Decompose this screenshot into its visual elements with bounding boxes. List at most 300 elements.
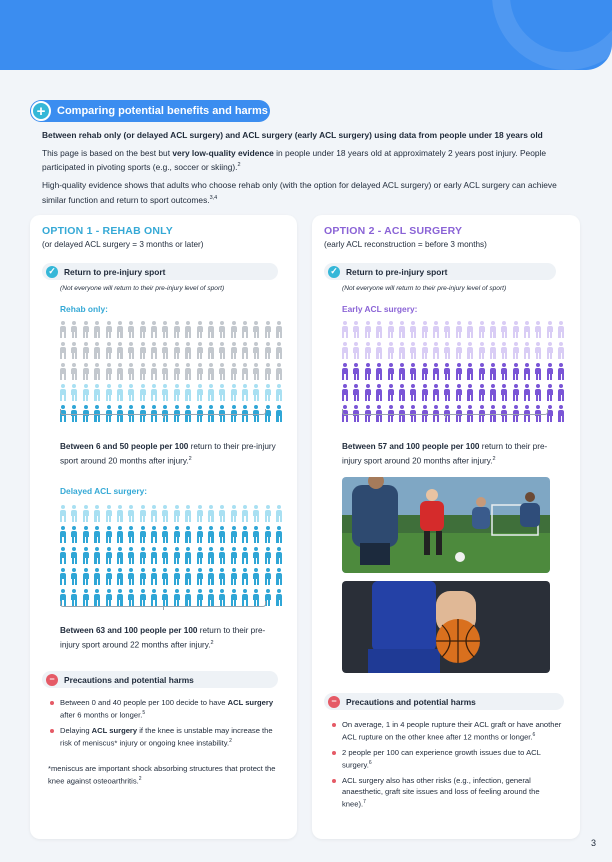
person-icon (206, 568, 216, 586)
person-icon (172, 568, 182, 586)
pictogram-bracket (60, 409, 266, 415)
person-icon (138, 384, 148, 402)
person-icon (206, 547, 216, 565)
person-icon (386, 363, 396, 381)
person-icon (92, 363, 102, 381)
person-icon (183, 505, 193, 523)
person-icon (397, 321, 407, 339)
person-icon (115, 363, 125, 381)
plus-icon: + (31, 101, 51, 121)
person-icon (126, 568, 136, 586)
person-icon (229, 505, 239, 523)
person-icon (499, 384, 509, 402)
person-icon (183, 526, 193, 544)
pictogram-row (58, 321, 286, 339)
person-icon (477, 384, 487, 402)
minus-icon: − (46, 674, 58, 686)
person-icon (183, 384, 193, 402)
pictogram-row (340, 321, 568, 339)
person-icon (104, 526, 114, 544)
person-icon (217, 321, 227, 339)
person-icon (183, 342, 193, 360)
person-icon (195, 384, 205, 402)
person-icon (454, 363, 464, 381)
person-icon (263, 505, 273, 523)
person-icon (138, 547, 148, 565)
person-icon (69, 363, 79, 381)
meniscus-footnote: *meniscus are important shock absorbing structures that protect the knee against osteoarthritis.$^2$ (48, 764, 276, 786)
person-icon (454, 342, 464, 360)
person-icon (92, 526, 102, 544)
person-icon (92, 321, 102, 339)
person-icon (126, 384, 136, 402)
person-icon (81, 384, 91, 402)
option-2-subtitle: (early ACL reconstruction = before 3 months) (324, 240, 487, 249)
person-icon (477, 342, 487, 360)
pictogram-row (58, 342, 286, 360)
person-icon (195, 547, 205, 565)
person-icon (499, 363, 509, 381)
person-icon (229, 547, 239, 565)
person-icon (240, 363, 250, 381)
person-icon (274, 363, 284, 381)
person-icon (149, 568, 159, 586)
person-icon (126, 505, 136, 523)
person-icon (522, 384, 532, 402)
person-icon (104, 505, 114, 523)
person-icon (126, 547, 136, 565)
person-icon (442, 342, 452, 360)
person-icon (374, 363, 384, 381)
person-icon (104, 547, 114, 565)
person-icon (251, 384, 261, 402)
person-icon (126, 363, 136, 381)
basketball-photo (342, 581, 550, 673)
person-icon (240, 526, 250, 544)
person-icon (160, 568, 170, 586)
section-title: Comparing potential benefits and harms (57, 105, 268, 117)
pictogram-bracket (60, 601, 266, 607)
page-number: 3 (590, 838, 596, 848)
person-icon (263, 547, 273, 565)
person-icon (488, 321, 498, 339)
person-icon (138, 526, 148, 544)
person-icon (522, 342, 532, 360)
pictogram-row (58, 384, 286, 402)
person-icon (431, 321, 441, 339)
person-icon (115, 384, 125, 402)
person-icon (160, 363, 170, 381)
pictogram-row (340, 363, 568, 381)
person-icon (274, 405, 284, 423)
person-icon (351, 321, 361, 339)
person-icon (217, 342, 227, 360)
person-icon (115, 505, 125, 523)
intro-paragraph-2: High-quality evidence shows that adults who choose rehab only (with the option for delayed ACL surgery) or early ACL surgery can achieve similar function and return to sport outcomes.$^{3,4}$ (42, 180, 557, 205)
person-icon (172, 363, 182, 381)
person-icon (340, 321, 350, 339)
person-icon (442, 384, 452, 402)
person-icon (386, 321, 396, 339)
person-icon (229, 384, 239, 402)
person-icon (58, 568, 68, 586)
person-icon (251, 505, 261, 523)
person-icon (183, 363, 193, 381)
person-icon (92, 342, 102, 360)
person-icon (172, 526, 182, 544)
person-icon (104, 363, 114, 381)
person-icon (465, 321, 475, 339)
person-icon (58, 505, 68, 523)
person-icon (556, 363, 566, 381)
person-icon (149, 342, 159, 360)
check-icon: ✓ (328, 266, 340, 278)
person-icon (195, 526, 205, 544)
person-icon (477, 321, 487, 339)
person-icon (92, 505, 102, 523)
person-icon (274, 321, 284, 339)
person-icon (160, 547, 170, 565)
list-item: Between 0 and 40 people per 100 decide to have ACL surgery after 6 months or longer.$^5$ (48, 697, 280, 721)
early-surgery-stat: Between 57 and 100 people per 100 return to their pre-injury sport around 20 months after injury.$^2$ (342, 442, 548, 466)
person-icon (511, 363, 521, 381)
person-icon (149, 505, 159, 523)
harms-pill: − Precautions and potential harms (324, 693, 564, 710)
person-icon (374, 342, 384, 360)
person-icon (251, 568, 261, 586)
person-icon (274, 526, 284, 544)
person-icon (69, 568, 79, 586)
person-icon (499, 321, 509, 339)
person-icon (138, 342, 148, 360)
delayed-surgery-pictogram (58, 505, 286, 610)
list-item: 2 people per 100 can experience growth issues due to ACL surgery.$^6$ (330, 747, 564, 771)
person-icon (522, 321, 532, 339)
person-icon (374, 384, 384, 402)
person-icon (115, 547, 125, 565)
option-2-card (312, 215, 580, 839)
person-icon (115, 321, 125, 339)
person-icon (149, 321, 159, 339)
return-to-sport-pill: ✓ Return to pre-injury sport (324, 263, 556, 280)
person-icon (104, 321, 114, 339)
person-icon (195, 321, 205, 339)
pictogram-row (58, 505, 286, 523)
person-icon (58, 363, 68, 381)
person-icon (69, 547, 79, 565)
person-icon (69, 526, 79, 544)
person-icon (126, 526, 136, 544)
person-icon (240, 321, 250, 339)
person-icon (58, 342, 68, 360)
person-icon (92, 568, 102, 586)
option-1-subtitle: (or delayed ACL surgery = 3 months or later) (42, 240, 204, 249)
person-icon (81, 321, 91, 339)
person-icon (206, 342, 216, 360)
check-icon: ✓ (46, 266, 58, 278)
person-icon (115, 342, 125, 360)
intro-text (42, 129, 582, 212)
early-surgery-label: Early ACL surgery: (342, 304, 418, 314)
person-icon (172, 384, 182, 402)
person-icon (229, 363, 239, 381)
person-icon (274, 384, 284, 402)
person-icon (183, 547, 193, 565)
person-icon (363, 342, 373, 360)
person-icon (58, 547, 68, 565)
delayed-surgery-stat: Between 63 and 100 people per 100 return to their pre-injury sport around 22 months after injury.$^2$ (60, 626, 266, 650)
person-icon (172, 342, 182, 360)
person-icon (251, 321, 261, 339)
delayed-surgery-label: Delayed ACL surgery: (60, 486, 148, 496)
person-icon (58, 321, 68, 339)
person-icon (533, 342, 543, 360)
person-icon (206, 321, 216, 339)
person-icon (229, 526, 239, 544)
person-icon (81, 505, 91, 523)
person-icon (149, 547, 159, 565)
person-icon (195, 568, 205, 586)
person-icon (274, 547, 284, 565)
person-icon (363, 321, 373, 339)
list-item: On average, 1 in 4 people rupture their ACL graft or have another ACL rupture on the other knee after 12 months or longer.$^6$ (330, 719, 564, 743)
person-icon (217, 505, 227, 523)
person-icon (206, 384, 216, 402)
person-icon (511, 342, 521, 360)
person-icon (195, 363, 205, 381)
person-icon (556, 342, 566, 360)
person-icon (274, 505, 284, 523)
person-icon (533, 321, 543, 339)
person-icon (465, 363, 475, 381)
pictogram-row (58, 547, 286, 565)
person-icon (217, 363, 227, 381)
person-icon (104, 568, 114, 586)
person-icon (351, 342, 361, 360)
pictogram-bracket (342, 409, 548, 415)
person-icon (397, 384, 407, 402)
pictogram-row (340, 342, 568, 360)
header-band (0, 0, 612, 70)
person-icon (274, 568, 284, 586)
person-icon (488, 363, 498, 381)
person-icon (69, 384, 79, 402)
return-note: (Not everyone will return to their pre-injury level of sport) (60, 285, 225, 292)
person-icon (408, 363, 418, 381)
minus-icon: − (328, 696, 340, 708)
intro-paragraph-1: This page is based on the best but very low-quality evidence in people under 18 years old at approximately 2 years post injury. People participated in pivoting sports (e.g., soccer or skiing).$^2$ (42, 148, 547, 173)
person-icon (420, 321, 430, 339)
person-icon (263, 363, 273, 381)
option-1-card (30, 215, 297, 839)
rehab-only-label: Rehab only: (60, 304, 108, 314)
person-icon (465, 342, 475, 360)
person-icon (363, 384, 373, 402)
return-note: (Not everyone will return to their pre-injury level of sport) (342, 285, 507, 292)
return-to-sport-pill: ✓ Return to pre-injury sport (42, 263, 278, 280)
person-icon (351, 384, 361, 402)
person-icon (340, 363, 350, 381)
person-icon (397, 342, 407, 360)
person-icon (217, 526, 227, 544)
person-icon (511, 384, 521, 402)
person-icon (126, 342, 136, 360)
person-icon (58, 526, 68, 544)
person-icon (556, 321, 566, 339)
person-icon (172, 321, 182, 339)
person-icon (81, 363, 91, 381)
person-icon (229, 568, 239, 586)
person-icon (522, 363, 532, 381)
person-icon (69, 321, 79, 339)
person-icon (420, 342, 430, 360)
person-icon (263, 384, 273, 402)
person-icon (420, 384, 430, 402)
person-icon (126, 321, 136, 339)
person-icon (172, 505, 182, 523)
person-icon (149, 384, 159, 402)
pictogram-row (58, 526, 286, 544)
person-icon (58, 384, 68, 402)
person-icon (206, 363, 216, 381)
pictogram-row (340, 384, 568, 402)
person-icon (81, 342, 91, 360)
intro-lead: Between rehab only (or delayed ACL surgery) and ACL surgery (early ACL surgery) using data from people under 18 years old (42, 130, 543, 140)
person-icon (160, 505, 170, 523)
person-icon (545, 321, 555, 339)
person-icon (115, 568, 125, 586)
person-icon (206, 526, 216, 544)
person-icon (533, 363, 543, 381)
person-icon (408, 321, 418, 339)
person-icon (160, 526, 170, 544)
person-icon (149, 363, 159, 381)
person-icon (442, 363, 452, 381)
person-icon (556, 384, 566, 402)
person-icon (81, 547, 91, 565)
person-icon (397, 363, 407, 381)
person-icon (104, 384, 114, 402)
person-icon (81, 526, 91, 544)
person-icon (511, 321, 521, 339)
person-icon (195, 342, 205, 360)
header-decoration (492, 0, 612, 70)
person-icon (92, 547, 102, 565)
person-icon (386, 384, 396, 402)
person-icon (69, 342, 79, 360)
person-icon (545, 342, 555, 360)
option-2-title: OPTION 2 - ACL SURGERY (324, 225, 463, 237)
person-icon (160, 384, 170, 402)
person-icon (263, 568, 273, 586)
person-icon (263, 321, 273, 339)
person-icon (556, 405, 566, 423)
person-icon (545, 384, 555, 402)
person-icon (431, 342, 441, 360)
option-1-title: OPTION 1 - REHAB ONLY (42, 225, 173, 237)
person-icon (92, 384, 102, 402)
person-icon (251, 342, 261, 360)
person-icon (229, 321, 239, 339)
person-icon (274, 342, 284, 360)
soccer-photo (342, 477, 550, 573)
section-title-pill (30, 100, 270, 122)
person-icon (340, 342, 350, 360)
person-icon (229, 342, 239, 360)
person-icon (240, 568, 250, 586)
person-icon (488, 384, 498, 402)
person-icon (420, 363, 430, 381)
person-icon (251, 526, 261, 544)
person-icon (81, 568, 91, 586)
person-icon (499, 342, 509, 360)
person-icon (431, 363, 441, 381)
person-icon (160, 342, 170, 360)
person-icon (172, 547, 182, 565)
person-icon (240, 342, 250, 360)
person-icon (217, 384, 227, 402)
person-icon (251, 363, 261, 381)
person-icon (363, 363, 373, 381)
person-icon (104, 342, 114, 360)
list-item: ACL surgery also has other risks (e.g., infection, general anaesthetic, graft site issues and loss of feeling around the knee).$^7$ (330, 775, 564, 810)
person-icon (454, 384, 464, 402)
person-icon (408, 342, 418, 360)
person-icon (488, 342, 498, 360)
person-icon (533, 384, 543, 402)
rehab-only-stat: Between 6 and 50 people per 100 return to their pre-injury sport around 20 months after injury.$^2$ (60, 442, 276, 466)
person-icon (138, 568, 148, 586)
person-icon (263, 342, 273, 360)
person-icon (160, 321, 170, 339)
person-icon (545, 363, 555, 381)
person-icon (240, 505, 250, 523)
list-item: Delaying ACL surgery if the knee is unstable may increase the risk of meniscus* injury or ongoing knee instability.$^2$ (48, 725, 280, 749)
person-icon (206, 505, 216, 523)
harms-pill: − Precautions and potential harms (42, 671, 278, 688)
option-1-harms-list (48, 697, 280, 753)
person-icon (340, 384, 350, 402)
person-icon (431, 384, 441, 402)
pictogram-row (58, 568, 286, 586)
person-icon (240, 547, 250, 565)
person-icon (149, 526, 159, 544)
person-icon (115, 526, 125, 544)
person-icon (351, 363, 361, 381)
person-icon (408, 384, 418, 402)
person-icon (465, 384, 475, 402)
person-icon (454, 321, 464, 339)
pictogram-row (58, 363, 286, 381)
person-icon (386, 342, 396, 360)
person-icon (477, 363, 487, 381)
person-icon (183, 568, 193, 586)
person-icon (240, 384, 250, 402)
person-icon (263, 526, 273, 544)
person-icon (69, 505, 79, 523)
person-icon (183, 321, 193, 339)
person-icon (138, 363, 148, 381)
person-icon (138, 505, 148, 523)
person-icon (274, 589, 284, 607)
person-icon (138, 321, 148, 339)
person-icon (442, 321, 452, 339)
person-icon (217, 547, 227, 565)
person-icon (217, 568, 227, 586)
person-icon (374, 321, 384, 339)
person-icon (195, 505, 205, 523)
option-2-harms-list (330, 719, 564, 814)
